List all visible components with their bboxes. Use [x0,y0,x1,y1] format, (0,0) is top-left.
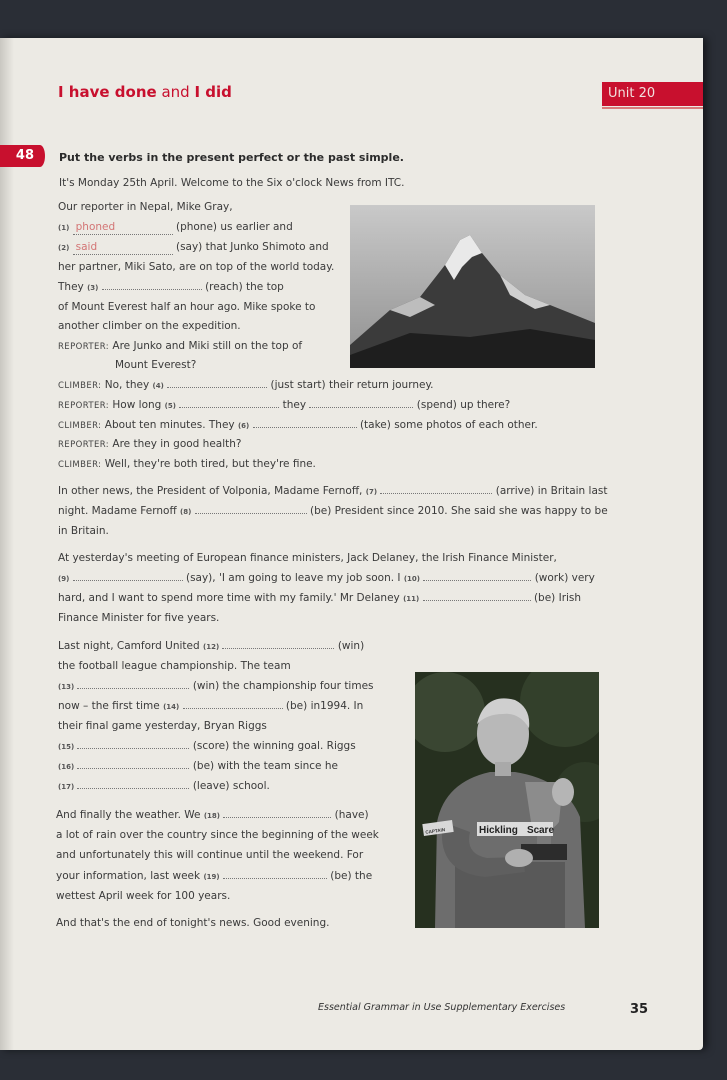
story3-line1: At yesterday's meeting of European finance ministers, Jack Delaney, the Irish Finance Minister, [58,552,557,564]
gap-number-6: (6) [237,422,250,430]
story2-line3: in Britain. [58,525,109,537]
story3-line4: Finance Minister for five years. [58,612,220,624]
verb-hint-3: (reach) the top [205,281,284,293]
blank-16[interactable] [77,759,189,769]
blank-7[interactable] [380,484,492,494]
verb-hint-5: (spend) up there? [416,399,511,411]
story5-line2: a lot of rain over the country since the beginning of the week [56,829,379,841]
dialogue-line-6 [58,457,316,472]
answer-2: said [73,240,173,255]
gap-number-1: (1) [58,224,70,232]
gap-number-4: (4) [152,382,164,390]
verb-hint-19: (be) the [330,870,373,882]
gap-number-2: (2) [58,244,70,252]
verb-hint-12: (win) [337,640,365,652]
verb-hint-8: (be) President since 2010. She said she was happy to be [310,505,608,517]
blank-18[interactable] [223,808,331,818]
gap-number-8: (8) [180,508,192,516]
verb-hint-16: (be) with the team since he [192,760,338,772]
verb-hint-1: (phone) us earlier and [175,221,293,233]
story1-line6: of Mount Everest half an hour ago. Mike spoke to [58,301,316,313]
gap-number-5: (5) [164,402,176,410]
gap-number-3: (3) [87,284,99,292]
story4-line7 [58,759,338,774]
speaker-label: CLIMBER: [58,381,102,391]
blank-9[interactable] [73,571,183,581]
dialogue-text: Are Junko and Miki still on the top of [112,340,303,352]
intro-line: It's Monday 25th April. Welcome to the Six o'clock News from ITC. [59,177,405,189]
dialogue-text: About ten minutes. They [104,419,235,431]
gap-number-10: (10) [403,575,420,583]
footballer-with-trophy-illustration [415,672,599,928]
captain-armband-text: CAPTAIN [425,827,446,835]
story5-line4-text: your information, last week [56,870,201,882]
gap-number-12: (12) [203,643,220,651]
story4-line4-text: now – the first time [58,700,160,712]
dialogue-line-3 [58,398,510,413]
speaker-label: REPORTER: [58,401,110,411]
dialogue-text-mid: they [282,399,307,411]
page-number: 35 [630,1002,649,1017]
mountain-illustration [350,205,595,368]
story1-line3 [58,240,329,255]
speaker-label: REPORTER: [58,440,110,450]
shirt-sponsor-text: Hickling [479,825,518,836]
title-part-2: and [156,83,195,101]
story5-line4 [56,869,372,884]
gap-number-7: (7) [365,488,378,496]
blank-11[interactable] [423,591,531,601]
exercise-instruction: Put the verbs in the present perfect or the past simple. [59,151,404,164]
verb-hint-17: (leave) school. [192,780,270,792]
gap-number-13: (13) [58,683,75,691]
verb-hint-15: (score) the winning goal. Riggs [192,740,356,752]
story5-line5: wettest April week for 100 years. [56,890,231,902]
verb-hint-13: (win) the championship four times [192,680,374,692]
dialogue-text: Are they in good health? [112,438,242,450]
story4-line3 [58,679,374,694]
dialogue-line-1b: Mount Everest? [115,359,197,371]
story1-line5 [58,280,284,295]
dialogue-line-4 [58,418,538,433]
story3-line2 [58,571,595,586]
story2-line1 [58,484,607,499]
gap-number-19: (19) [203,873,220,881]
story4-line4 [58,699,363,714]
verb-hint-2: (say) that Junko Shimoto and [175,241,329,253]
book-page [0,38,703,1050]
story3-line3 [58,591,581,606]
blank-19[interactable] [223,869,327,879]
speaker-label: CLIMBER: [58,421,102,431]
story1-line1: Our reporter in Nepal, Mike Gray, [58,201,233,213]
blank-14[interactable] [183,699,283,709]
gap-number-9: (9) [58,575,70,583]
story1-line2 [58,220,293,235]
verb-hint-11: (be) Irish [533,592,582,604]
gap-number-11: (11) [403,595,420,603]
story4-line1-text: Last night, Camford United [58,640,200,652]
verb-hint-10: (work) very [534,572,595,584]
page-spine-shadow [0,38,14,1050]
answer-1: phoned [73,220,173,235]
blank-15[interactable] [77,739,189,749]
story3-line3-text: hard, and I want to spend more time with my family.' Mr Delaney [58,592,400,604]
story1-line7: another climber on the expedition. [58,320,241,332]
story4-line5: their final game yesterday, Bryan Riggs [58,720,267,732]
shirt-sponsor-text-3: are [539,825,555,836]
verb-hint-9: (say), 'I am going to leave my job soon. I [185,572,401,584]
blank-12[interactable] [222,639,334,649]
story5-line3: and unfortunately this will continue until the weekend. For [56,849,364,861]
blank-13[interactable] [77,679,189,689]
story5-line1 [56,808,369,823]
closing-line: And that's the end of tonight's news. Good evening. [56,917,330,929]
blank-3[interactable] [102,280,202,290]
blank-8[interactable] [195,504,307,514]
gap-number-17: (17) [58,783,75,791]
verb-hint-6: (take) some photos of each other. [359,419,538,431]
title-part-1: I have done [58,83,157,101]
gap-number-18: (18) [203,812,220,820]
dialogue-line-5 [58,437,242,452]
blank-10[interactable] [423,571,531,581]
story2-line1-text: In other news, the President of Volponia, Madame Fernoff, [58,485,363,497]
story4-line2: the football league championship. The team [58,660,291,672]
dialogue-text: Well, they're both tired, but they're fine. [104,458,316,470]
shirt-sponsor-text-2: Sc [527,825,540,836]
dialogue-text: How long [112,399,162,411]
verb-hint-7: (arrive) in Britain last [495,485,608,497]
story4-line8 [58,779,270,794]
dialogue-text: No, they [104,379,150,391]
verb-hint-14: (be) in1994. In [285,700,364,712]
story5-line1-text: And finally the weather. We [56,809,201,821]
trophy-photo [415,672,599,928]
blank-17[interactable] [77,779,189,789]
footer-book-title: Essential Grammar in Use Supplementary Exercises [318,1002,566,1013]
exercise-number: 48 [0,145,40,167]
gap-number-14: (14) [163,703,180,711]
story2-line2-text: night. Madame Fernoff [58,505,177,517]
blank-5a[interactable] [179,398,279,408]
unit-tab: Unit 20 [602,82,703,106]
speaker-label: CLIMBER: [58,460,102,470]
story1-line4: her partner, Miki Sato, are on top of the world today. [58,261,335,273]
story4-line1 [58,639,364,654]
blank-4[interactable] [167,378,267,388]
gap-number-15: (15) [58,743,75,751]
verb-hint-4: (just start) their return journey. [270,379,434,391]
dialogue-line-1 [58,339,302,354]
blank-5b[interactable] [309,398,413,408]
mountain-photo [350,205,595,368]
unit-title [58,83,232,101]
dialogue-line-2 [58,378,434,393]
story1-line5-text: They [58,281,84,293]
title-part-3: I did [194,83,232,101]
blank-6[interactable] [253,418,357,428]
story4-line6 [58,739,356,754]
speaker-label: REPORTER: [58,342,110,352]
story2-line2 [58,504,608,519]
verb-hint-18: (have) [334,809,369,821]
gap-number-16: (16) [58,763,75,771]
